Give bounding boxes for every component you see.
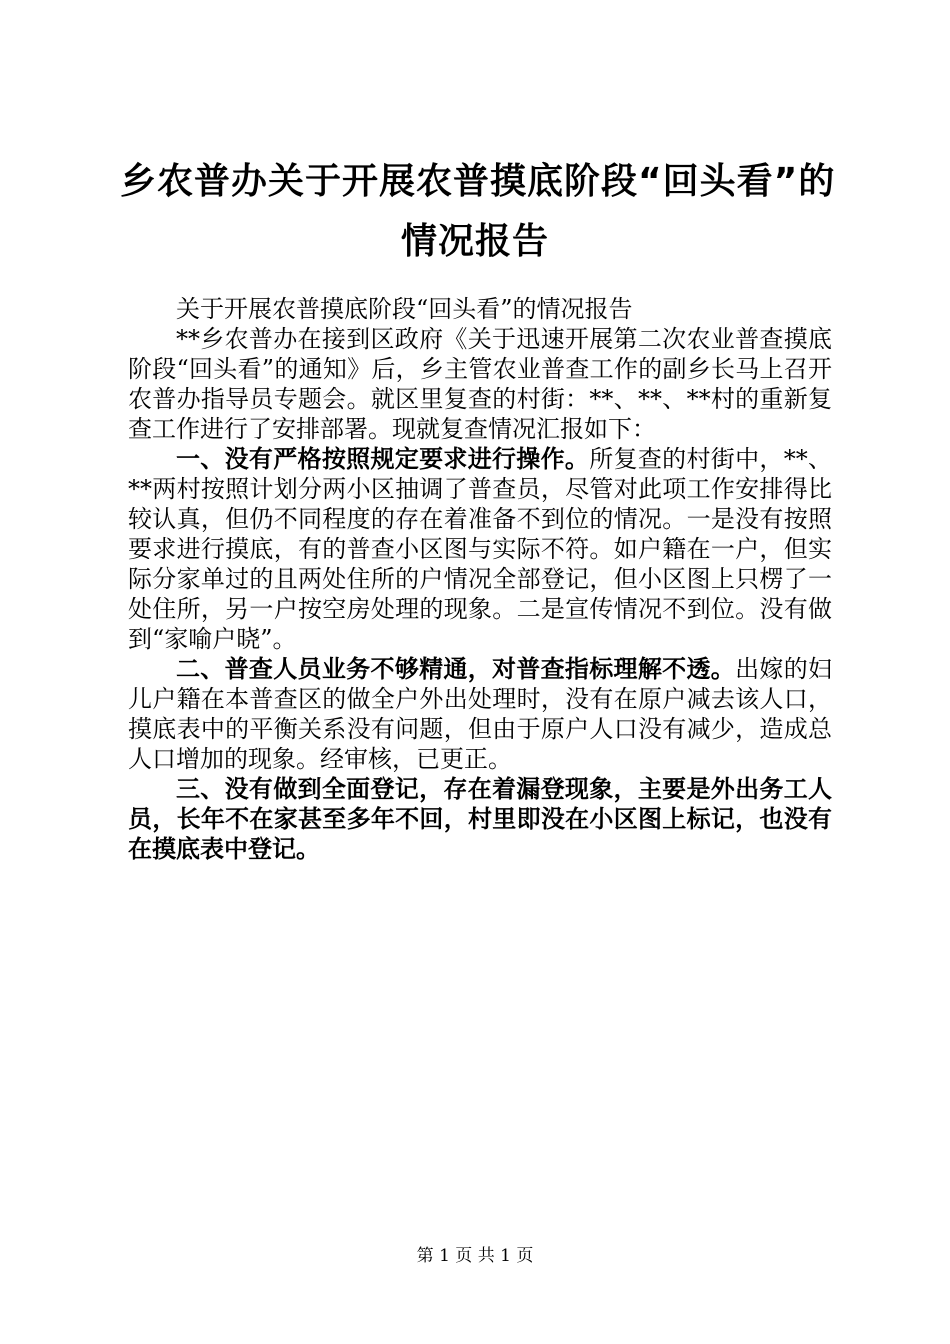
paragraph-section-3 (128, 774, 832, 864)
paragraph-text: 所复查的村街中，**、**两村按照计划分两小区抽调了普查员，尽管对此项工作安排得比较认真，但仍不同程度的存在着准备不到位的情况。一是没有按照要求进行摸底，有的普查小区图与实际不符。如户籍在一户，但实际分家单过的且两处住所的户情况全部登记，但小区图上只楞了一处住所，另一户按空房处理的现象。二是宣传情况不到位。没有做到“家喻户晓”。 (128, 445, 833, 653)
paragraph-text: 出嫁的妇儿户籍在本普查区的做全户外出处理时，没有在原户减去该人口，摸底表中的平衡关系没有问题，但由于原户人口没有减少，造成总人口增加的现象。经审核，已更正。 (128, 655, 833, 773)
document-body (128, 294, 832, 864)
paragraph-subtitle (128, 294, 832, 324)
page-footer: 第 1 页 共 1 页 (416, 1246, 534, 1266)
section-heading: 三、没有做到全面登记，存在着漏登现象，主要是外出务工人员，长年不在家甚至多年不回，村里即没在小区图上标记，也没有在摸底表中登记。 (128, 775, 832, 863)
paragraph-text: 关于开展农普摸底阶段“回头看”的情况报告 (176, 295, 633, 323)
section-heading: 一、没有严格按照规定要求进行操作。 (176, 445, 590, 473)
paragraph-text: **乡农普办在接到区政府《关于迅速开展第二次农业普查摸底阶段“回头看”的通知》后，乡主管农业普查工作的副乡长马上召开农普办指导员专题会。就区里复查的村街：**、**、**村的重新复查工作进行了安排部署。现就复查情况汇报如下： (128, 325, 832, 443)
paragraph-section-1 (128, 444, 832, 654)
document-title-line2: 情况报告 (400, 221, 549, 262)
paragraph-intro (128, 324, 832, 444)
paragraph-section-2 (128, 654, 832, 774)
document-title-line1: 乡农普办关于开展农普摸底阶段“回头看”的 (120, 161, 836, 202)
section-heading: 二、普查人员业务不够精通，对普查指标理解不透。 (176, 655, 736, 683)
